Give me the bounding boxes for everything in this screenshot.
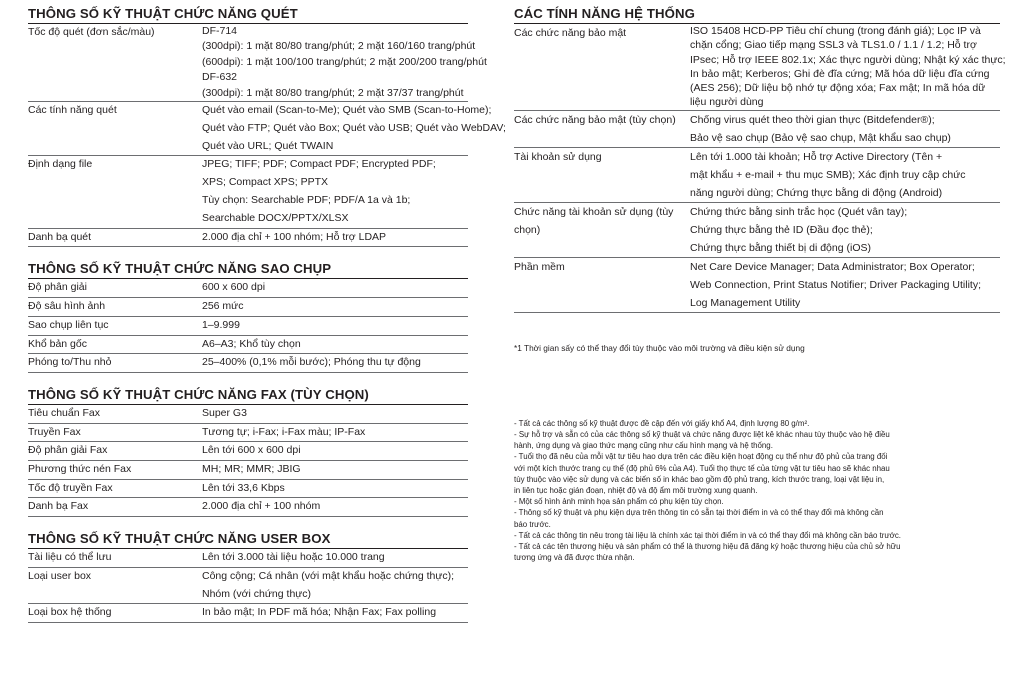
table-row: [28, 102, 468, 156]
spec-label: Loại user box: [28, 567, 202, 603]
scan-spec-section: [28, 6, 506, 247]
note-line: với một kích thước trang cụ thể (độ phủ 6% của A4). Tuổi thọ thực tế của từng vật tư tiêu hao sẽ khác nhau: [514, 463, 890, 473]
table-row: [28, 298, 468, 317]
table-row: [28, 24, 468, 102]
table-row: [28, 279, 468, 297]
note-line: tương ứng và đã được thừa nhận.: [514, 553, 635, 563]
spec-value: Lên tới 33,6 Kbps: [202, 479, 468, 498]
table-row: [28, 354, 468, 373]
spec-label: Truyền Fax: [28, 423, 202, 442]
spec-label: Phương thức nén Fax: [28, 461, 202, 480]
fax-spec-section: [28, 387, 468, 517]
note-line: - Tất cả các thông số kỹ thuật được đề cập đến với giấy khổ A4, định lượng 80 g/m².: [514, 418, 810, 428]
spec-value: MH; MR; MMR; JBIG: [202, 461, 468, 480]
note-line: - Tuổi thọ đã nêu của mỗi vật tư tiêu hao dựa trên các điều kiện hoạt động cụ thể như độ phủ của trang đối: [514, 452, 888, 462]
table-row: [514, 257, 1000, 312]
spec-label: Loại box hệ thống: [28, 604, 202, 623]
spec-value: Quét vào email (Scan-to-Me); Quét vào SMB (Scan-to-Home); Quét vào FTP; Quét vào Box; Quét vào USB; Quét vào WebDAV; Quét vào URL; Quét TWAIN: [202, 102, 468, 156]
table-row: [28, 567, 468, 603]
spec-value: 600 x 600 dpi: [202, 279, 468, 297]
spec-value: Lên tới 600 x 600 dpi: [202, 442, 468, 461]
spec-label: Định dạng file: [28, 156, 202, 228]
spec-label: Độ phân giải Fax: [28, 442, 202, 461]
fax-spec-table: [28, 405, 468, 517]
userbox-section-title: THÔNG SỐ KỸ THUẬT CHỨC NĂNG USER BOX: [28, 531, 468, 549]
spec-value: DF-714 (300dpi): 1 mặt 80/80 trang/phút; 2 mặt 160/160 trang/phút (600dpi): 1 mặt 100/100 trang/phút; 2 mặt 200/200 trang/phút DF-632 (300dpi): 1 mặt 80/80 trang/phút; 2 mặt 37/37 trang/phút: [202, 24, 468, 102]
spec-value: Công cộng; Cá nhân (với mật khẩu hoặc chứng thực); Nhóm (với chứng thực): [202, 567, 468, 603]
table-row: [514, 24, 1000, 110]
note-line: - Tất cả các thông tin nêu trong tài liệu là chính xác tại thời điểm in và có thể thay đổi mà không cần báo trước.: [514, 530, 901, 540]
note-line: hành, ứng dụng và giao thức mạng cũng như cấu hình mạng và hệ thống.: [514, 441, 773, 451]
spec-value: Chống virus quét theo thời gian thực (Bitdefender®); Bảo vệ sao chụp (Bảo vệ sao chụp, Mật khẩu sao chụp): [690, 110, 1000, 147]
spec-label: Danh bạ Fax: [28, 498, 202, 517]
table-row: [28, 461, 468, 480]
spec-label: Tốc độ truyền Fax: [28, 479, 202, 498]
note-line: - Sự hỗ trợ và sẵn có của các thông số kỹ thuật và chức năng được liệt kê khác nhau tùy thuộc vào hệ điều: [514, 429, 890, 439]
left-column: [28, 6, 506, 623]
spec-value: 2.000 địa chỉ + 100 nhóm; Hỗ trợ LDAP: [202, 228, 468, 247]
spec-label: Khổ bản gốc: [28, 335, 202, 354]
table-row: [514, 147, 1000, 202]
spec-label: Tài liệu có thể lưu: [28, 549, 202, 567]
note-line: báo trước.: [514, 519, 551, 529]
copy-spec-table: [28, 279, 468, 373]
table-row: [28, 423, 468, 442]
spec-value: JPEG; TIFF; PDF; Compact PDF; Encrypted PDF; XPS; Compact XPS; PPTX Tùy chọn: Searchable PDF; PDF/A 1a và 1b; Searchable DOCX/PPTX/XLSX: [202, 156, 468, 228]
table-row: [28, 479, 468, 498]
spec-value: Chứng thức bằng sinh trắc học (Quét vân tay); Chứng thực bằng thẻ ID (Đầu đọc thẻ); Chứng thực bằng thiết bị di động (iOS): [690, 202, 1000, 257]
spec-value: 25–400% (0,1% mỗi bước); Phóng thu tự động: [202, 354, 468, 373]
note-line: in liên tục hoặc gián đoạn, nhiệt độ và độ ẩm môi trường xung quanh.: [514, 486, 758, 495]
table-row: [28, 442, 468, 461]
system-features-section: [514, 6, 1006, 313]
table-row: [28, 316, 468, 335]
spec-label: Phóng to/Thu nhỏ: [28, 354, 202, 373]
table-row: [28, 498, 468, 517]
table-row: [28, 228, 468, 247]
spec-value: Lên tới 3.000 tài liệu hoặc 10.000 trang: [202, 549, 468, 567]
spec-value: Super G3: [202, 405, 468, 423]
system-section-title: CÁC TÍNH NĂNG HỆ THỐNG: [514, 6, 1000, 24]
scan-spec-table: [28, 24, 506, 247]
copy-spec-section: [28, 261, 468, 373]
spec-value: Net Care Device Manager; Data Administrator; Box Operator; Web Connection, Print Status Notifier; Driver Packaging Utility; Log Management Utility: [690, 257, 1000, 312]
fax-section-title: THÔNG SỐ KỸ THUẬT CHỨC NĂNG FAX (TÙY CHỌN): [28, 387, 468, 405]
spec-label: Độ phân giải: [28, 279, 202, 297]
note-line: - Tất cả các tên thương hiệu và sản phẩm có thể là thương hiệu đã đăng ký hoặc thương hiệu của chủ sở hữu: [514, 542, 901, 552]
table-row: [514, 110, 1000, 147]
spec-label: Chức năng tài khoản sử dụng (tùy chọn): [514, 202, 690, 257]
spec-label: Danh bạ quét: [28, 228, 202, 247]
spec-value: ISO 15408 HCD-PP Tiêu chí chung (trong đánh giá); Lọc IP và chặn cổng; Giao tiếp mạng SSL3 và TLS1.0 / 1.1 / 1.2; Hỗ trợ IPsec; Hỗ trợ IEEE 802.1x; Xác thực người dùng; Nhật ký xác thực; In bảo mật; Kerberos; Ghi đè đĩa cứng; Mã hóa dữ liệu đĩa cứng (AES 256); Dữ liệu bộ nhớ tự động xóa; Fax mật; In mã hóa dữ liệu người dùng: [690, 25, 1006, 109]
right-column: [514, 6, 1006, 563]
spec-label: Các tính năng quét: [28, 102, 202, 156]
disclaimer-notes: [514, 418, 1000, 564]
spec-value: A6–A3; Khổ tùy chọn: [202, 335, 468, 354]
note-line: tùy thuộc vào việc sử dụng và các biến số in khác bao gồm độ phủ trang, kích thước trang, loại vật liệu in,: [514, 474, 885, 484]
table-row: [514, 202, 1000, 257]
scan-section-title: THÔNG SỐ KỸ THUẬT CHỨC NĂNG QUÉT: [28, 6, 468, 24]
spec-value: 2.000 địa chỉ + 100 nhóm: [202, 498, 468, 517]
table-row: [28, 335, 468, 354]
table-row: [28, 156, 468, 228]
userbox-spec-table: [28, 549, 468, 623]
table-row: [28, 604, 468, 623]
note-line: - Thông số kỹ thuật và phụ kiện dựa trên thông tin có sẵn tại thời điểm in và có thể thay đổi mà không cần: [514, 508, 884, 518]
spec-label: Các chức năng bảo mật: [514, 24, 690, 110]
spec-value: 256 mức: [202, 298, 468, 317]
spec-label: Các chức năng bảo mật (tùy chọn): [514, 110, 690, 147]
spec-value: Lên tới 1.000 tài khoản; Hỗ trợ Active Directory (Tên + mật khẩu + e-mail + thu mục SMB); Xác định truy cập chức năng người dùng; Chứng thực bằng di động (Android): [690, 147, 1000, 202]
spec-value: 1–9.999: [202, 316, 468, 335]
userbox-spec-section: [28, 531, 468, 623]
spec-label: Tiêu chuẩn Fax: [28, 405, 202, 423]
copy-section-title: THÔNG SỐ KỸ THUẬT CHỨC NĂNG SAO CHỤP: [28, 261, 468, 279]
spec-value: Tương tự; i-Fax; i-Fax màu; IP-Fax: [202, 423, 468, 442]
spec-label: Tốc độ quét (đơn sắc/màu): [28, 24, 202, 102]
spec-label: Tài khoản sử dụng: [514, 147, 690, 202]
spec-value: In bảo mật; In PDF mã hóa; Nhận Fax; Fax polling: [202, 604, 468, 623]
note-line: - Một số hình ảnh minh họa sản phẩm có phụ kiện tùy chọn.: [514, 497, 724, 507]
table-row: [28, 549, 468, 567]
spec-label: Sao chụp liên tục: [28, 316, 202, 335]
drying-time-footnote: *1 Thời gian sấy có thể thay đổi tùy thuộc vào môi trường và điều kiện sử dụng: [514, 342, 805, 353]
system-spec-table: [514, 24, 1006, 313]
spec-label: Phần mềm: [514, 257, 690, 312]
table-row: [28, 405, 468, 423]
spec-label: Độ sâu hình ảnh: [28, 298, 202, 317]
